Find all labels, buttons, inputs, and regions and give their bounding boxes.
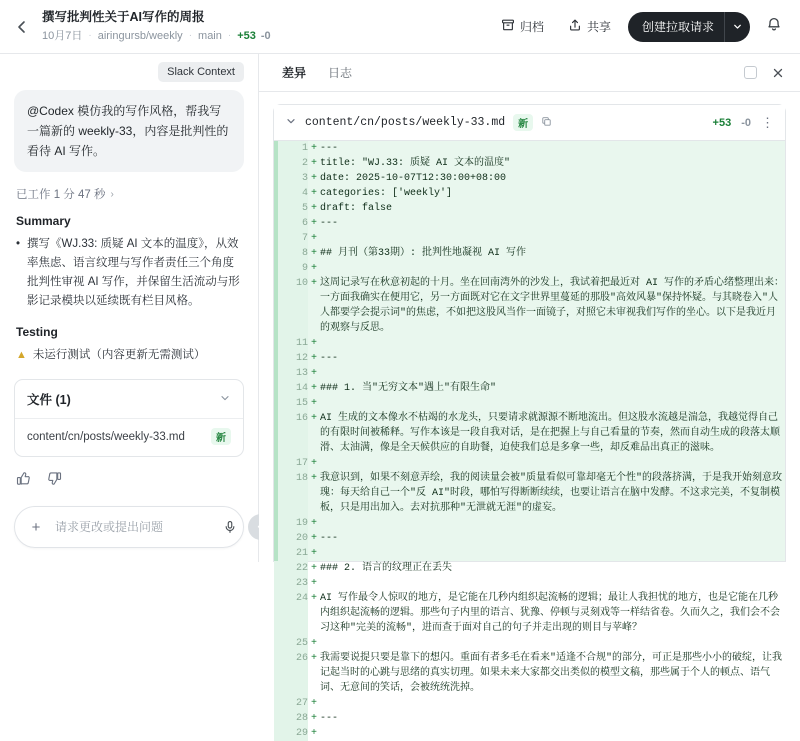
diff-line-number: 28 (274, 711, 308, 726)
diff-tabbar (259, 54, 800, 92)
testing-note-row (16, 346, 244, 365)
diff-line-code (320, 456, 785, 471)
diff-line (274, 201, 785, 216)
diff-line-marker: + (310, 398, 317, 409)
diff-line-marker: + (310, 728, 317, 739)
diff-line-number: 13 (274, 366, 308, 381)
diff-line (274, 726, 785, 741)
diff-deletions: -0 (741, 116, 751, 129)
diff-line (274, 576, 785, 591)
summary-bullet (16, 235, 244, 311)
diff-line (274, 636, 785, 651)
create-pull-request-label: 创建拉取请求 (641, 20, 714, 34)
diff-line (274, 246, 785, 261)
diff-line-number: 8 (274, 246, 308, 261)
diff-line (274, 231, 785, 246)
conversation-pane (0, 54, 258, 562)
feedback-row (14, 457, 244, 489)
bell-icon (766, 16, 782, 37)
file-path-label: content/cn/posts/weekly-33.md (27, 430, 185, 443)
page-title: 撰写批判性关于AI写作的周报 (42, 10, 205, 24)
files-card-title: 文件 (1) (27, 393, 71, 407)
diff-line-number: 11 (274, 336, 308, 351)
diff-line-code (320, 726, 785, 741)
plus-icon[interactable]: + (31, 518, 41, 536)
diff-body[interactable] (274, 141, 785, 739)
chevron-down-icon[interactable] (724, 12, 750, 42)
summary-bullet-text: 撰写《WJ.33: 质疑 AI 文本的温度》，从效率焦虑、语言纹理与写作者责任三个角度批判性审视 AI 写作，并保留生活流动与形影记录模块以延续既有栏目风格。 (27, 238, 240, 307)
diff-line-marker: + (310, 578, 317, 589)
diff-line-marker: + (310, 593, 317, 604)
panel-toggle-icon[interactable] (738, 61, 762, 85)
diff-line-number: 26 (274, 651, 308, 696)
archive-button[interactable] (494, 13, 551, 40)
diff-line-code: --- (320, 533, 339, 544)
diff-line-code (320, 636, 785, 651)
diff-line (274, 546, 785, 561)
diff-line-code (320, 261, 785, 276)
diff-line-marker: + (310, 698, 317, 709)
diff-line (274, 531, 785, 546)
share-button[interactable] (561, 13, 618, 40)
diff-line-marker: + (310, 413, 317, 424)
diff-file-path: content/cn/posts/weekly-33.md (305, 116, 506, 129)
additions-count: +53 (237, 30, 256, 42)
back-button[interactable] (8, 13, 36, 41)
header-branch: main (198, 30, 222, 42)
diff-line-number: 19 (274, 516, 308, 531)
deletions-count: -0 (260, 30, 271, 42)
diff-area (259, 92, 800, 739)
archive-icon (501, 18, 515, 35)
conversation-scroll[interactable] (0, 54, 258, 496)
separator-dot: · (227, 30, 232, 41)
testing-heading: Testing (16, 325, 58, 339)
diff-line-number: 2 (274, 156, 308, 171)
diff-line-number: 20 (274, 531, 308, 546)
diff-line-marker: + (310, 518, 317, 529)
diff-line (274, 156, 785, 171)
diff-line-number: 3 (274, 171, 308, 186)
diff-line-code: 这周记录写在秋意初起的十月。坐在回南湾外的沙发上，我试着把最近对 AI 写作的矛盾心绪整理出来：一方面我确实在便用它，另一方面既对它在文字世界里蔓延的那股"高效风暴"保持怀疑。与其晓卷入"人人都要学会提示词"的焦虑，不如把这股风当作一面镜子，对照它未审视我们写作的坐心。以下是我近月的观察与反思。 (320, 278, 785, 334)
slack-context-row (14, 62, 244, 82)
separator-dot: · (188, 30, 193, 41)
composer-area (0, 496, 258, 562)
work-duration-label: 已工作 1 分 47 秒 (16, 189, 106, 201)
chevron-down-icon[interactable] (219, 392, 231, 407)
diff-line (274, 411, 785, 456)
diff-line-marker: + (310, 263, 317, 274)
diff-line-number: 4 (274, 186, 308, 201)
diff-line (274, 711, 785, 726)
diff-line-code (320, 516, 785, 531)
diff-line (274, 516, 785, 531)
diff-table (274, 141, 785, 741)
diff-line-number: 6 (274, 216, 308, 231)
diff-line-number: 22 (274, 561, 308, 576)
copy-icon[interactable] (541, 116, 552, 130)
diff-line-marker: + (310, 278, 317, 289)
diff-line-marker: + (310, 338, 317, 349)
diff-line-code: 我需要说提只要是靠下的想闪。重面有者多毛在看来"适逢不合规"的部分，可正是那些小小的破绽，让我记起当时的心跳与思绪的真实切理。如果未来大家都交出类似的模型文稿，那些属于个人的顿点、语气词、无意间的笑话，会被统统洗掉。 (320, 653, 783, 694)
file-new-badge: 新 (211, 428, 231, 445)
diff-line-number: 9 (274, 261, 308, 276)
header-titles (42, 9, 494, 44)
diff-line-code: AI 生成的文本像水不枯竭的水龙头，只要请求就源源不断地流出。但这股水流越是湍急，我越觉得自己的有限时间被稀释。写作本该是一段自我对话，是在把握上与自己看量的节奏，然而自动生成的段落太顺滑、太油满，像是全天候供应的自助餐，迫使我们总是多拿一些，却反难品出真正的滋味。 (320, 413, 780, 454)
diff-file-card (273, 104, 786, 739)
diff-line-marker: + (310, 653, 317, 664)
diff-line-code: date: 2025-10-07T12:30:00+08:00 (320, 173, 507, 184)
microphone-icon[interactable] (220, 517, 240, 537)
diff-line-number: 14 (274, 381, 308, 396)
diff-line-marker: + (310, 353, 317, 364)
app-header (0, 0, 800, 54)
file-list-item[interactable] (15, 418, 243, 456)
main-body (0, 54, 800, 739)
diff-line-code (320, 696, 785, 711)
diff-line (274, 261, 785, 276)
diff-line-number: 5 (274, 201, 308, 216)
diff-line-code (320, 366, 785, 381)
diff-line-number: 29 (274, 726, 308, 741)
header-actions (494, 12, 788, 42)
diff-line-number: 15 (274, 396, 308, 411)
thumbs-down-icon[interactable] (47, 471, 62, 489)
diff-line-code: title: "WJ.33: 质疑 AI 文本的温度" (320, 158, 511, 169)
diff-line-code (320, 336, 785, 351)
diff-line (274, 351, 785, 366)
summary-heading: Summary (16, 214, 71, 228)
share-icon (568, 18, 582, 35)
header-diffstat (237, 28, 270, 44)
create-pull-request-button[interactable] (628, 12, 750, 42)
kebab-menu-icon[interactable]: ⋮ (761, 114, 774, 130)
diff-line-code: ### 1. 当"无穷文本"遇上"有限生命" (320, 383, 497, 394)
user-message-bubble: @Codex 模仿我的写作风格，帮我写一篇新的 weekly-33，内容是批判性的看待 AI 写作。 (14, 90, 244, 172)
diff-line (274, 336, 785, 351)
bullet-dot: • (16, 238, 21, 250)
diff-line-number: 23 (274, 576, 308, 591)
diff-line (274, 651, 785, 696)
diff-line-number: 17 (274, 456, 308, 471)
diff-line-number: 12 (274, 351, 308, 366)
diff-line-number: 10 (274, 276, 308, 336)
diff-line-code: categories: ['weekly'] (320, 188, 453, 199)
composer-input[interactable] (53, 519, 212, 535)
header-date: 10月7日 (42, 30, 83, 42)
diff-line-number: 18 (274, 471, 308, 516)
diff-line (274, 141, 785, 156)
diff-line-number: 21 (274, 546, 308, 561)
diff-additions: +53 (712, 116, 732, 129)
diff-line (274, 186, 785, 201)
diff-line (274, 396, 785, 411)
diff-line-marker: + (310, 473, 317, 484)
archive-label: 归档 (519, 20, 544, 34)
diff-line-code: --- (320, 353, 339, 364)
diff-line-marker: + (310, 233, 317, 244)
diff-line-marker: + (310, 383, 317, 394)
chevron-right-icon: › (110, 188, 114, 200)
diff-line-code: AI 写作最令人惊叹的地方，是它能在几秒内组织起流畅的逻辑；最让人我担忧的地方，也是它能在几秒内组织起流畅的逻辑。那些句子内里的语言、犹豫、停顿与灵刻戏等一样结省卷。久而久之，我们会不会习这种"完美的流畅"，进而查于面对自己的句子并走出现的则目与苹峰？ (320, 593, 780, 634)
diff-line-marker: + (310, 218, 317, 229)
diff-line-marker: + (310, 143, 317, 154)
tab-logs[interactable]: 日志 (328, 66, 353, 80)
share-label: 共享 (586, 20, 611, 34)
diff-line (274, 456, 785, 471)
diff-line-marker: + (310, 203, 317, 214)
chevron-down-icon[interactable] (285, 115, 297, 130)
diff-line-code: ## 月刊（第33期）: 批判性地凝视 AI 写作 (320, 248, 527, 259)
diff-line-code (320, 546, 785, 561)
notifications-button[interactable] (760, 13, 788, 41)
diff-line-code: --- (320, 218, 339, 229)
header-subtitle (42, 28, 494, 44)
diff-line (274, 276, 785, 336)
diff-line (274, 471, 785, 516)
diff-line-number: 1 (274, 141, 308, 156)
close-icon[interactable] (766, 61, 790, 85)
diff-file-new-badge: 新 (513, 114, 533, 131)
diff-line (274, 561, 785, 576)
diff-line-code: 我意识到，如果不刻意弄绘，我的阅读量会被"质量看似可靠却毫无个性"的段落挤满，于是我开始刻意玫瑰：每天给自己一个"反 AI"时段，哪怕写得断断续续，也要让语言在脑中发酵。不这求完美，不复制模板，只是用出加入。去对抗那种"无泄就无涯"的虚妄。 (320, 473, 783, 514)
diff-line-marker: + (310, 188, 317, 199)
diff-line-number: 16 (274, 411, 308, 456)
diff-line (274, 591, 785, 636)
diff-pane (258, 54, 800, 739)
diff-line-marker: + (310, 158, 317, 169)
diff-line-code: ### 2. 语言的纹理正在丢失 (320, 563, 453, 574)
tab-diff[interactable]: 差异 (282, 66, 307, 80)
diff-line (274, 381, 785, 396)
diff-line-marker: + (310, 173, 317, 184)
separator-dot: · (88, 30, 92, 41)
diff-line-code (320, 576, 785, 591)
header-repo: airingursb/weekly (97, 30, 183, 42)
thumbs-up-icon[interactable] (16, 471, 31, 489)
diff-line-marker: + (310, 368, 317, 379)
diff-line (274, 366, 785, 381)
diff-line-marker: + (310, 638, 317, 649)
diff-line-marker: + (310, 533, 317, 544)
diff-line-code: --- (320, 713, 339, 724)
diff-line-number: 24 (274, 591, 308, 636)
files-card (14, 379, 244, 457)
diff-line (274, 216, 785, 231)
slack-context-chip[interactable]: Slack Context (158, 62, 244, 82)
diff-line-marker: + (310, 248, 317, 259)
diff-line (274, 696, 785, 711)
diff-line-number: 25 (274, 636, 308, 651)
diff-line-code (320, 396, 785, 411)
diff-line-code (320, 231, 785, 246)
diff-file-stats (712, 114, 774, 130)
diff-line-number: 27 (274, 696, 308, 711)
testing-note-text: 未运行测试（内容更新无需测试） (32, 349, 206, 361)
diff-line-marker: + (310, 713, 317, 724)
diff-line-marker: + (310, 548, 317, 559)
diff-line-code: --- (320, 143, 339, 154)
diff-file-header (274, 105, 785, 141)
warning-icon: ▲ (16, 349, 27, 361)
diff-line-code: draft: false (320, 203, 393, 214)
diff-line-marker: + (310, 563, 317, 574)
files-card-header[interactable] (15, 380, 243, 418)
diff-line (274, 171, 785, 186)
work-duration-row[interactable] (16, 186, 244, 202)
diff-line-marker: + (310, 458, 317, 469)
composer[interactable] (14, 506, 244, 548)
diff-line-number: 7 (274, 231, 308, 246)
